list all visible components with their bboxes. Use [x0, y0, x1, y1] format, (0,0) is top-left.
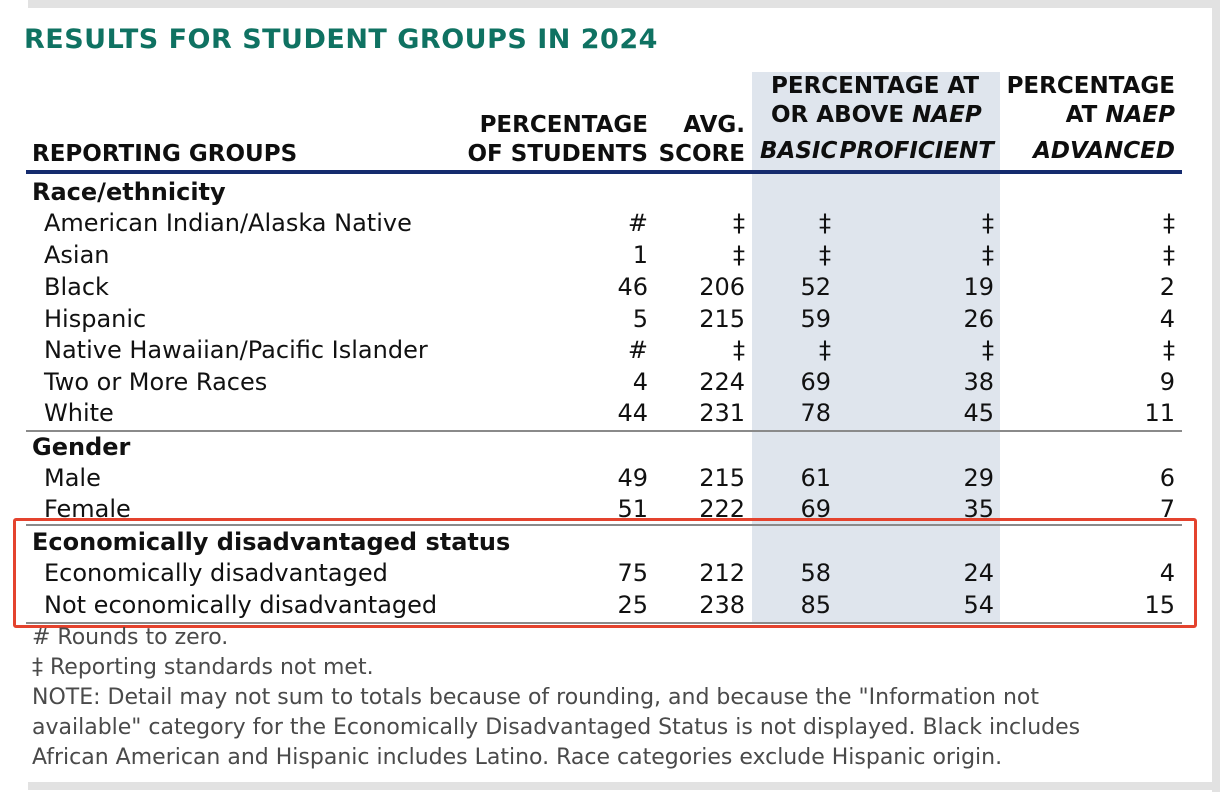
cell-proficient: 38 — [963, 368, 994, 396]
row-label: American Indian/Alaska Native — [44, 209, 412, 237]
cell-basic: 59 — [800, 305, 831, 333]
cell-advanced: 7 — [1159, 495, 1175, 523]
header-advanced-naep-text: NAEP — [1105, 102, 1175, 128]
cell-advanced: ‡ — [1163, 241, 1175, 269]
header-advanced-line3: ADVANCED — [1033, 138, 1175, 164]
header-pct-students-line2: OF STUDENTS — [467, 141, 648, 167]
cell-pct-students: 4 — [632, 368, 648, 396]
row-label: Black — [44, 273, 109, 301]
cell-pct-students: 5 — [632, 305, 648, 333]
cell-advanced: 2 — [1159, 273, 1175, 301]
header-basic: BASIC — [760, 138, 838, 164]
table-row — [0, 463, 1228, 494]
cell-advanced: 4 — [1159, 305, 1175, 333]
section-title-economic: Economically disadvantaged status — [32, 528, 511, 556]
cell-basic: 69 — [800, 495, 831, 523]
cell-pct-students: 51 — [617, 495, 648, 523]
table-row — [0, 240, 1228, 271]
cell-advanced: 4 — [1159, 559, 1175, 587]
row-label: White — [44, 399, 114, 427]
cell-proficient: 24 — [963, 559, 994, 587]
cell-pct-students: 46 — [617, 273, 648, 301]
note-line-3: African American and Hispanic includes Latino. Race categories exclude Hispanic origin. — [32, 745, 1003, 770]
cell-pct-students: 1 — [632, 241, 648, 269]
header-rule — [26, 170, 1182, 174]
cell-avg-score: 231 — [699, 399, 745, 427]
cell-proficient: 35 — [963, 495, 994, 523]
footnote-standards: ‡ Reporting standards not met. — [32, 655, 374, 680]
header-at-text: AT — [1065, 102, 1106, 128]
cell-pct-students: 44 — [617, 399, 648, 427]
row-label: Two or More Races — [44, 368, 268, 396]
section-title-gender: Gender — [32, 433, 131, 461]
cell-basic: 78 — [800, 399, 831, 427]
cell-avg-score: 224 — [699, 368, 745, 396]
row-label: Male — [44, 464, 101, 492]
row-label: Hispanic — [44, 305, 147, 333]
cell-avg-score: 238 — [699, 591, 745, 619]
header-at-or-above-line2 — [771, 101, 982, 130]
note-line-1: NOTE: Detail may not sum to totals because of rounding, and because the "Information not — [32, 685, 1040, 710]
section-divider — [26, 430, 1182, 432]
cell-basic: ‡ — [819, 241, 831, 269]
table-row — [0, 304, 1228, 335]
row-label: Asian — [44, 241, 110, 269]
cell-basic: 58 — [800, 559, 831, 587]
cell-avg-score: 206 — [699, 273, 745, 301]
cell-avg-score: 222 — [699, 495, 745, 523]
highlight-box — [13, 518, 1197, 628]
cell-pct-students: 25 — [617, 591, 648, 619]
cell-advanced: 6 — [1159, 464, 1175, 492]
cell-pct-students: # — [627, 336, 648, 364]
header-pct-students-line1: PERCENTAGE — [479, 112, 648, 138]
cell-proficient: 26 — [963, 305, 994, 333]
cell-proficient: ‡ — [982, 209, 994, 237]
cell-proficient: 19 — [963, 273, 994, 301]
cell-proficient: 29 — [963, 464, 994, 492]
cell-advanced: 9 — [1159, 368, 1175, 396]
header-advanced-line2 — [1066, 101, 1175, 130]
cell-avg-score: ‡ — [733, 336, 745, 364]
header-avg-score-line2: SCORE — [658, 141, 745, 167]
header-naep-text: NAEP — [912, 102, 982, 128]
cell-advanced: 11 — [1144, 399, 1175, 427]
row-label: Not economically disadvantaged — [44, 591, 438, 619]
cell-proficient: ‡ — [982, 241, 994, 269]
header-proficient: PROFICIENT — [839, 138, 994, 164]
page-title: RESULTS FOR STUDENT GROUPS IN 2024 — [24, 24, 658, 55]
row-label: Economically disadvantaged — [44, 559, 388, 587]
cell-proficient: 45 — [963, 399, 994, 427]
frame-top-border — [28, 0, 1218, 8]
row-label: Female — [44, 495, 131, 523]
table-row — [0, 398, 1228, 429]
cell-avg-score: ‡ — [733, 241, 745, 269]
cell-basic: 52 — [800, 273, 831, 301]
cell-basic: 85 — [800, 591, 831, 619]
cell-pct-students: 75 — [617, 559, 648, 587]
cell-advanced: 15 — [1144, 591, 1175, 619]
cell-pct-students: 49 — [617, 464, 648, 492]
cell-avg-score: 215 — [699, 305, 745, 333]
cell-avg-score: 212 — [699, 559, 745, 587]
header-advanced-line1: PERCENTAGE — [1006, 73, 1175, 99]
cell-proficient: ‡ — [982, 336, 994, 364]
cell-advanced: ‡ — [1163, 336, 1175, 364]
footnote-rounds: # Rounds to zero. — [32, 625, 229, 650]
frame-bottom-border — [28, 782, 1218, 790]
note-line-2: available" category for the Economically Disadvantaged Status is not displayed. Black includes — [32, 715, 1081, 740]
cell-basic: ‡ — [819, 209, 831, 237]
cell-pct-students: # — [627, 209, 648, 237]
table-row — [0, 367, 1228, 398]
section-title-race: Race/ethnicity — [32, 178, 226, 206]
cell-avg-score: 215 — [699, 464, 745, 492]
table-row — [0, 208, 1228, 239]
header-avg-score-line1: AVG. — [683, 112, 745, 138]
cell-basic: 61 — [800, 464, 831, 492]
header-or-above-text: OR ABOVE — [771, 102, 913, 128]
table-row — [0, 272, 1228, 303]
header-at-or-above-line1: PERCENTAGE AT — [771, 73, 980, 99]
header-reporting-groups: REPORTING GROUPS — [32, 141, 298, 167]
cell-proficient: 54 — [963, 591, 994, 619]
cell-avg-score: ‡ — [733, 209, 745, 237]
table-row — [0, 335, 1228, 366]
cell-basic: 69 — [800, 368, 831, 396]
cell-advanced: ‡ — [1163, 209, 1175, 237]
row-label: Native Hawaiian/Pacific Islander — [44, 336, 428, 364]
cell-basic: ‡ — [819, 336, 831, 364]
